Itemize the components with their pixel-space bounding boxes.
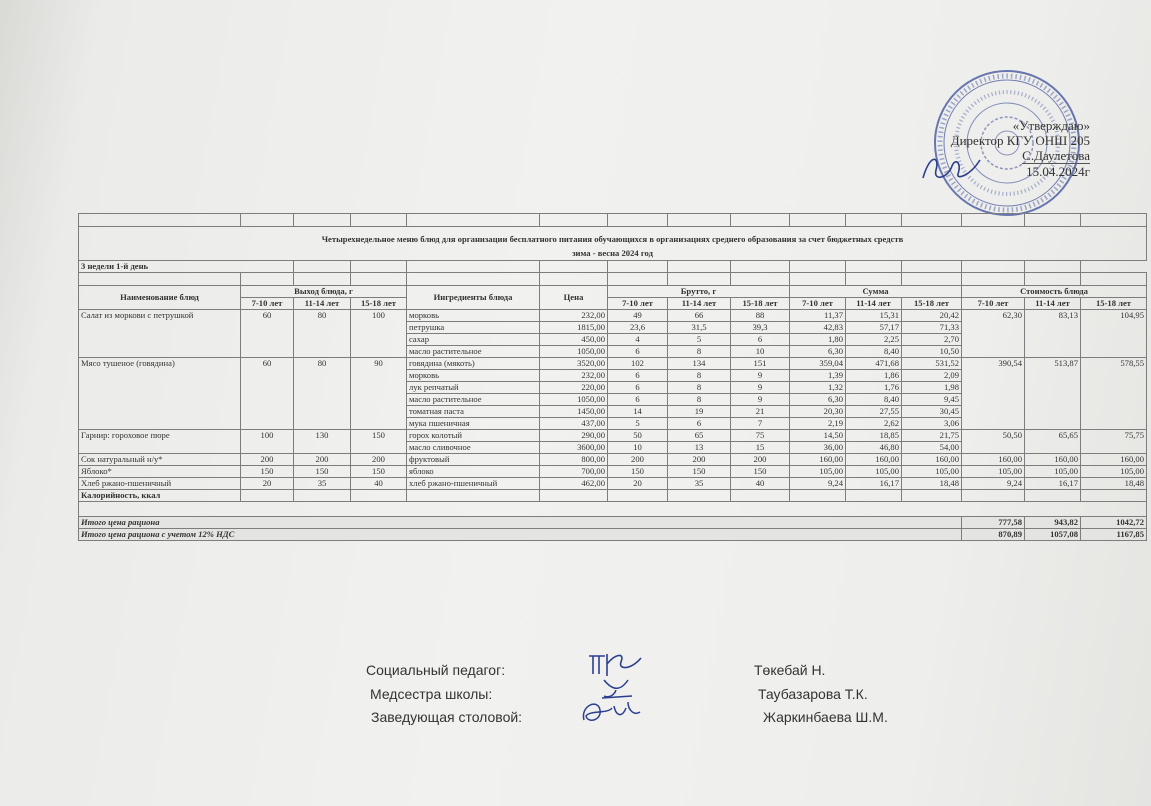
age-7-10: 7-10 лет bbox=[962, 298, 1025, 310]
ingredient-sum: 1,86 bbox=[846, 370, 902, 382]
ingredient-sum: 20,30 bbox=[790, 406, 846, 418]
ingredient-brutto: 21 bbox=[731, 406, 790, 418]
ingredient-sum: 46,80 bbox=[846, 442, 902, 454]
dish-cost: 50,50 bbox=[962, 430, 1025, 454]
dish-cost: 160,00 bbox=[1081, 454, 1147, 466]
ingredient-brutto: 66 bbox=[668, 310, 731, 322]
col-sum: Сумма bbox=[790, 286, 962, 298]
ingredient-sum: 14,50 bbox=[790, 430, 846, 442]
menu-table-container bbox=[78, 213, 1144, 541]
dish-output: 200 bbox=[241, 454, 294, 466]
ingredient-brutto: 151 bbox=[731, 358, 790, 370]
ingredient-sum: 21,75 bbox=[902, 430, 962, 442]
ingredient-brutto: 5 bbox=[668, 334, 731, 346]
ingredient-brutto: 4 bbox=[608, 334, 668, 346]
ingredient-brutto: 8 bbox=[668, 370, 731, 382]
ingredient-brutto: 150 bbox=[731, 466, 790, 478]
ingredient-sum: 1,39 bbox=[790, 370, 846, 382]
dish-cost: 9,24 bbox=[962, 478, 1025, 490]
ingredient-price: 1450,00 bbox=[540, 406, 608, 418]
ingredient-brutto: 31,5 bbox=[668, 322, 731, 334]
ingredient-brutto: 10 bbox=[608, 442, 668, 454]
ingredient-sum: 8,40 bbox=[846, 346, 902, 358]
col-cost: Стоимость блюда bbox=[962, 286, 1147, 298]
ingredient-brutto: 75 bbox=[731, 430, 790, 442]
ingredient-brutto: 200 bbox=[608, 454, 668, 466]
dish-output: 130 bbox=[294, 430, 351, 454]
dish-name: Хлеб ржано-пшеничный bbox=[79, 478, 241, 490]
dish-cost: 65,65 bbox=[1025, 430, 1081, 454]
ingredient-sum: 18,85 bbox=[846, 430, 902, 442]
name-canteen-head: Жаркинбаева Ш.М. bbox=[763, 709, 888, 725]
dish-output: 150 bbox=[294, 466, 351, 478]
ingredient-sum: 1,76 bbox=[846, 382, 902, 394]
signature-canteen-head bbox=[578, 696, 644, 728]
ingredient-price: 3600,00 bbox=[540, 442, 608, 454]
ingredient-name: говядина (мякоть) bbox=[407, 358, 540, 370]
ingredient-brutto: 102 bbox=[608, 358, 668, 370]
age-11-14: 11-14 лет bbox=[846, 298, 902, 310]
blank-row bbox=[79, 273, 1147, 286]
ingredient-name: петрушка bbox=[407, 322, 540, 334]
col-price: Цена bbox=[540, 286, 608, 310]
age-15-18: 15-18 лет bbox=[1081, 298, 1147, 310]
ingredient-brutto: 8 bbox=[668, 346, 731, 358]
ingredient-name: горох колотый bbox=[407, 430, 540, 442]
age-15-18: 15-18 лет bbox=[351, 298, 407, 310]
dish-ingredient-row bbox=[79, 478, 1147, 490]
ingredient-sum: 160,00 bbox=[902, 454, 962, 466]
age-7-10: 7-10 лет bbox=[241, 298, 294, 310]
ingredient-price: 800,00 bbox=[540, 454, 608, 466]
age-7-10: 7-10 лет bbox=[790, 298, 846, 310]
blank-row bbox=[79, 214, 1147, 227]
ingredient-price: 3520,00 bbox=[540, 358, 608, 370]
ingredient-name: мука пшеничная bbox=[407, 418, 540, 430]
ingredient-name: яблоко bbox=[407, 466, 540, 478]
ingredient-sum: 3,06 bbox=[902, 418, 962, 430]
ingredient-sum: 20,42 bbox=[902, 310, 962, 322]
dish-cost: 578,55 bbox=[1081, 358, 1147, 430]
total-vat-row bbox=[79, 529, 1147, 541]
ingredient-price: 700,00 bbox=[540, 466, 608, 478]
ingredient-sum: 1,98 bbox=[902, 382, 962, 394]
dish-name: Мясо тушеное (говядина) bbox=[79, 358, 241, 430]
ingredient-sum: 160,00 bbox=[846, 454, 902, 466]
ingredient-brutto: 39,3 bbox=[731, 322, 790, 334]
dish-name: Гарнир: гороховое пюре bbox=[79, 430, 241, 454]
approval-date: 15.04.2024г bbox=[1026, 164, 1090, 179]
dish-cost: 105,00 bbox=[1025, 466, 1081, 478]
role-canteen-head: Заведующая столовой: bbox=[371, 709, 523, 725]
dish-output: 20 bbox=[241, 478, 294, 490]
ingredient-brutto: 9 bbox=[731, 370, 790, 382]
dish-output: 150 bbox=[351, 430, 407, 454]
dish-cost: 62,30 bbox=[962, 310, 1025, 358]
dish-output: 40 bbox=[351, 478, 407, 490]
dish-cost: 390,54 bbox=[962, 358, 1025, 430]
total-vat-7-10: 870,89 bbox=[962, 529, 1025, 541]
ingredient-brutto: 8 bbox=[668, 394, 731, 406]
ingredient-brutto: 6 bbox=[608, 346, 668, 358]
approval-director: Директор КГУ ОНШ 205 bbox=[950, 133, 1090, 148]
ingredient-brutto: 150 bbox=[608, 466, 668, 478]
ingredient-name: морковь bbox=[407, 370, 540, 382]
ingredient-brutto: 6 bbox=[668, 418, 731, 430]
age-7-10: 7-10 лет bbox=[608, 298, 668, 310]
ingredient-brutto: 134 bbox=[668, 358, 731, 370]
ingredient-brutto: 88 bbox=[731, 310, 790, 322]
ingredient-brutto: 8 bbox=[668, 382, 731, 394]
dish-ingredient-row bbox=[79, 430, 1147, 442]
ingredient-sum: 18,48 bbox=[902, 478, 962, 490]
ingredient-name: масло растительное bbox=[407, 394, 540, 406]
ingredient-sum: 6,30 bbox=[790, 346, 846, 358]
ingredient-name: морковь bbox=[407, 310, 540, 322]
ingredient-brutto: 10 bbox=[731, 346, 790, 358]
day-row bbox=[79, 261, 1147, 273]
ingredient-name: лук репчатый bbox=[407, 382, 540, 394]
dish-name: Сок натуральный н/у* bbox=[79, 454, 241, 466]
calories-label: Калорийность, ккал bbox=[79, 490, 241, 502]
ingredient-brutto: 19 bbox=[668, 406, 731, 418]
ingredient-sum: 2,62 bbox=[846, 418, 902, 430]
name-nurse: Таубазарова Т.К. bbox=[758, 686, 868, 702]
col-output: Выход блюда, г bbox=[241, 286, 407, 298]
total-row bbox=[79, 517, 1147, 529]
total-15-18: 1042,72 bbox=[1081, 517, 1147, 529]
director-signature bbox=[918, 148, 988, 188]
ingredient-name: хлеб ржано-пшеничный bbox=[407, 478, 540, 490]
col-dish: Наименование блюд bbox=[79, 286, 241, 310]
ingredient-price: 232,00 bbox=[540, 310, 608, 322]
dish-output: 80 bbox=[294, 310, 351, 358]
blank-row bbox=[79, 502, 1147, 517]
dish-output: 80 bbox=[294, 358, 351, 430]
ingredient-sum: 359,04 bbox=[790, 358, 846, 370]
ingredient-brutto: 23,6 bbox=[608, 322, 668, 334]
approval-signer: С.Даулетова bbox=[1022, 148, 1090, 163]
ingredient-brutto: 9 bbox=[731, 394, 790, 406]
dish-name: Салат из моркови с петрушкой bbox=[79, 310, 241, 358]
ingredient-sum: 16,17 bbox=[846, 478, 902, 490]
ingredient-sum: 6,30 bbox=[790, 394, 846, 406]
ingredient-price: 450,00 bbox=[540, 334, 608, 346]
ingredient-price: 1050,00 bbox=[540, 346, 608, 358]
ingredient-brutto: 50 bbox=[608, 430, 668, 442]
ingredient-sum: 10,50 bbox=[902, 346, 962, 358]
ingredient-sum: 57,17 bbox=[846, 322, 902, 334]
ingredient-sum: 8,40 bbox=[846, 394, 902, 406]
dish-output: 200 bbox=[294, 454, 351, 466]
calories-row bbox=[79, 490, 1147, 502]
day-label: 3 недели 1-й день bbox=[79, 261, 294, 273]
ingredient-brutto: 6 bbox=[608, 370, 668, 382]
ingredient-sum: 105,00 bbox=[846, 466, 902, 478]
ingredient-price: 1815,00 bbox=[540, 322, 608, 334]
ingredient-name: сахар bbox=[407, 334, 540, 346]
dish-output: 150 bbox=[241, 466, 294, 478]
role-nurse: Медсестра школы: bbox=[370, 686, 493, 702]
role-social-pedagog: Социальный педагог: bbox=[366, 662, 506, 678]
ingredient-brutto: 7 bbox=[731, 418, 790, 430]
dish-cost: 16,17 bbox=[1025, 478, 1081, 490]
approval-heading: «Утверждаю» bbox=[1012, 118, 1090, 133]
dish-output: 60 bbox=[241, 310, 294, 358]
season-row bbox=[79, 247, 1147, 261]
name-social-pedagog: Төкебай Н. bbox=[754, 662, 826, 678]
ingredient-sum: 105,00 bbox=[790, 466, 846, 478]
menu-table bbox=[78, 213, 1147, 541]
menu-title: Четырехнедельное меню блюд для организации бесплатного питания обучающихся в организациях среднего образования за счет бюджетных средств bbox=[79, 227, 1147, 248]
age-11-14: 11-14 лет bbox=[668, 298, 731, 310]
ingredient-price: 1050,00 bbox=[540, 394, 608, 406]
total-7-10: 777,58 bbox=[962, 517, 1025, 529]
dish-cost: 105,00 bbox=[962, 466, 1025, 478]
ingredient-sum: 160,00 bbox=[790, 454, 846, 466]
menu-season: зима - весна 2024 год bbox=[79, 247, 1147, 261]
age-11-14: 11-14 лет bbox=[1025, 298, 1081, 310]
ingredient-brutto: 20 bbox=[608, 478, 668, 490]
dish-output: 150 bbox=[351, 466, 407, 478]
dish-cost: 105,00 bbox=[1081, 466, 1147, 478]
ingredient-brutto: 5 bbox=[608, 418, 668, 430]
ingredient-price: 290,00 bbox=[540, 430, 608, 442]
ingredient-brutto: 150 bbox=[668, 466, 731, 478]
ingredient-brutto: 65 bbox=[668, 430, 731, 442]
ingredient-sum: 2,09 bbox=[902, 370, 962, 382]
age-15-18: 15-18 лет bbox=[902, 298, 962, 310]
ingredient-name: масло растительное bbox=[407, 346, 540, 358]
ingredient-sum: 36,00 bbox=[790, 442, 846, 454]
dish-ingredient-row bbox=[79, 466, 1147, 478]
total-11-14: 943,82 bbox=[1025, 517, 1081, 529]
dish-output: 100 bbox=[351, 310, 407, 358]
ingredient-price: 232,00 bbox=[540, 370, 608, 382]
ingredient-brutto: 40 bbox=[731, 478, 790, 490]
col-brutto: Брутто, г bbox=[608, 286, 790, 298]
dish-output: 200 bbox=[351, 454, 407, 466]
ingredient-sum: 471,68 bbox=[846, 358, 902, 370]
dish-name: Яблоко* bbox=[79, 466, 241, 478]
total-label: Итого цена рациона bbox=[79, 517, 962, 529]
ingredient-name: фруктовый bbox=[407, 454, 540, 466]
ingredient-sum: 2,70 bbox=[902, 334, 962, 346]
ingredient-brutto: 6 bbox=[608, 394, 668, 406]
age-11-14: 11-14 лет bbox=[294, 298, 351, 310]
ingredient-sum: 1,80 bbox=[790, 334, 846, 346]
ingredient-price: 220,00 bbox=[540, 382, 608, 394]
dish-cost: 18,48 bbox=[1081, 478, 1147, 490]
total-vat-11-14: 1057,08 bbox=[1025, 529, 1081, 541]
age-15-18: 15-18 лет bbox=[731, 298, 790, 310]
ingredient-brutto: 200 bbox=[731, 454, 790, 466]
title-row bbox=[79, 227, 1147, 248]
ingredient-sum: 9,45 bbox=[902, 394, 962, 406]
ingredient-name: масло сливочное bbox=[407, 442, 540, 454]
ingredient-sum: 15,31 bbox=[846, 310, 902, 322]
dish-output: 90 bbox=[351, 358, 407, 430]
ingredient-brutto: 14 bbox=[608, 406, 668, 418]
ingredient-brutto: 6 bbox=[731, 334, 790, 346]
dish-cost: 513,87 bbox=[1025, 358, 1081, 430]
dish-cost: 83,13 bbox=[1025, 310, 1081, 358]
ingredient-sum: 30,45 bbox=[902, 406, 962, 418]
dish-output: 35 bbox=[294, 478, 351, 490]
dish-cost: 160,00 bbox=[962, 454, 1025, 466]
col-ingredients: Ингредиенты блюда bbox=[407, 286, 540, 310]
ingredient-sum: 11,37 bbox=[790, 310, 846, 322]
dish-output: 100 bbox=[241, 430, 294, 454]
dish-output: 60 bbox=[241, 358, 294, 430]
dish-cost: 75,75 bbox=[1081, 430, 1147, 454]
ingredient-sum: 27,55 bbox=[846, 406, 902, 418]
header-row-1 bbox=[79, 286, 1147, 298]
ingredient-sum: 1,32 bbox=[790, 382, 846, 394]
ingredient-sum: 2,25 bbox=[846, 334, 902, 346]
ingredient-name: томатная паста bbox=[407, 406, 540, 418]
total-vat-15-18: 1167,85 bbox=[1081, 529, 1147, 541]
ingredient-sum: 2,19 bbox=[790, 418, 846, 430]
dish-ingredient-row bbox=[79, 358, 1147, 370]
ingredient-brutto: 15 bbox=[731, 442, 790, 454]
dish-ingredient-row bbox=[79, 454, 1147, 466]
ingredient-price: 437,00 bbox=[540, 418, 608, 430]
ingredient-brutto: 6 bbox=[608, 382, 668, 394]
ingredient-sum: 54,00 bbox=[902, 442, 962, 454]
ingredient-sum: 42,83 bbox=[790, 322, 846, 334]
ingredient-sum: 105,00 bbox=[902, 466, 962, 478]
ingredient-sum: 531,52 bbox=[902, 358, 962, 370]
ingredient-brutto: 49 bbox=[608, 310, 668, 322]
ingredient-brutto: 35 bbox=[668, 478, 731, 490]
dish-ingredient-row bbox=[79, 310, 1147, 322]
ingredient-sum: 9,24 bbox=[790, 478, 846, 490]
ingredient-sum: 71,33 bbox=[902, 322, 962, 334]
total-vat-label: Итого цена рациона с учетом 12% НДС bbox=[79, 529, 962, 541]
dish-cost: 104,95 bbox=[1081, 310, 1147, 358]
dish-cost: 160,00 bbox=[1025, 454, 1081, 466]
ingredient-brutto: 9 bbox=[731, 382, 790, 394]
ingredient-brutto: 200 bbox=[668, 454, 731, 466]
ingredient-price: 462,00 bbox=[540, 478, 608, 490]
ingredient-brutto: 13 bbox=[668, 442, 731, 454]
